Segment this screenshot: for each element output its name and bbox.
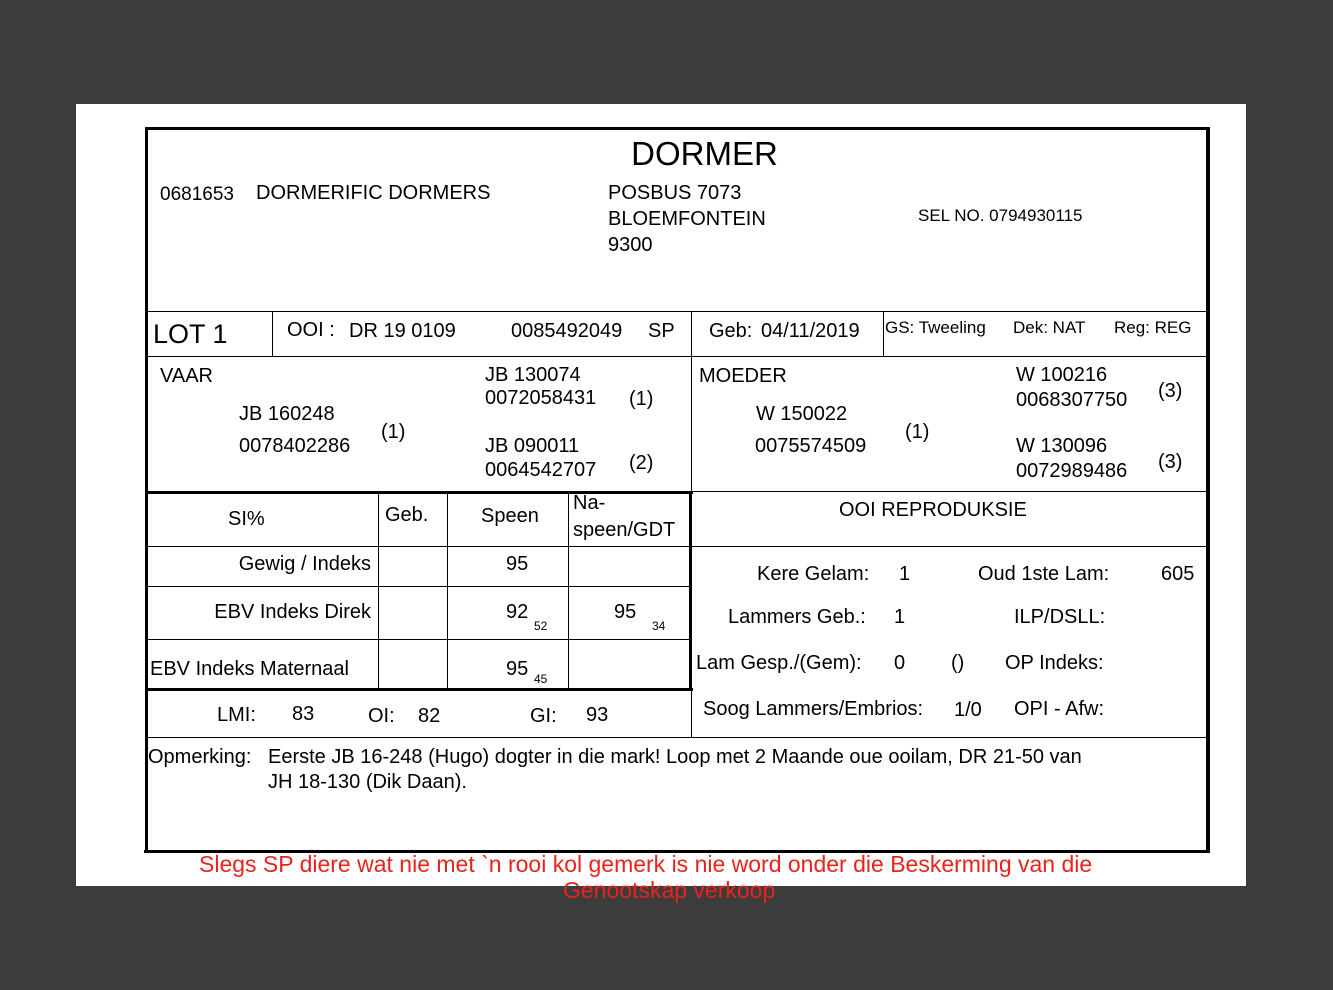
dam-id: W 150022: [756, 403, 848, 425]
address-line-2: BLOEMFONTEIN: [608, 208, 766, 230]
dam-dam-reg: 0072989486: [1016, 460, 1128, 482]
rule-col-geb: [447, 494, 448, 688]
sire-id: JB 160248: [239, 403, 335, 425]
naspeen-header-line2: speen/GDT: [573, 519, 676, 541]
rule-pedigree-bottom: [148, 491, 693, 494]
sire-sire-grade: (1): [629, 388, 654, 410]
oi-value: 82: [418, 705, 441, 727]
oi-label: OI:: [368, 705, 395, 727]
sire-label: VAAR: [160, 365, 213, 387]
reproduction-title: OOI REPRODUKSIE: [839, 499, 1027, 521]
dam-reg: 0075574509: [755, 435, 867, 457]
rule-remarks-top: [148, 737, 1206, 738]
geb-date: 04/11/2019: [761, 320, 860, 342]
catalog-page: [76, 104, 1246, 903]
remarks-line-2: JH 18-130 (Dik Daan).: [268, 771, 467, 793]
gi-label: GI:: [530, 705, 557, 727]
ooi-label: OOI :: [287, 319, 335, 341]
rule-index-table-bottom: [148, 688, 693, 691]
gi-value: 93: [586, 704, 609, 726]
rule-lot-divider: [272, 311, 273, 356]
reg-value: Reg: REG: [1114, 318, 1192, 337]
opi-afw-label: OPI - Afw:: [1014, 698, 1105, 720]
dam-sire-id: W 100216: [1016, 364, 1108, 386]
row-ebv-maternaal-speen-accuracy: 45: [534, 672, 548, 686]
row-gewig-label: Gewig / Indeks: [238, 553, 371, 575]
row-ebv-maternaal-speen: 95: [506, 658, 529, 680]
sire-dam-reg: 0064542707: [485, 459, 597, 481]
row-ebv-direk-speen-accuracy: 52: [534, 619, 548, 633]
breeder-name: DORMERIFIC DORMERS: [256, 182, 491, 204]
rule-table-right-edge: [689, 491, 692, 691]
naspeen-header-line1: Na-: [573, 492, 606, 514]
lmi-label: LMI:: [217, 704, 256, 726]
sel-number: SEL NO. 0794930115: [918, 206, 1083, 225]
rule-lot-bottom: [148, 356, 1206, 357]
gs-value: GS: Tweeling: [885, 318, 986, 337]
remarks-line-1: Eerste JB 16-248 (Hugo) dogter in die mark! Loop met 2 Maande oue ooilam, DR 21-50 van: [268, 746, 1082, 768]
ooi-id: DR 19 0109: [349, 320, 456, 342]
frame-right-line: [1206, 127, 1210, 852]
rule-index-header: [148, 546, 1206, 547]
rule-index-row2: [148, 639, 691, 640]
oud-lam-value: 605: [1161, 563, 1195, 585]
address-line-3: 9300: [608, 234, 653, 256]
rule-geb-divider: [883, 311, 884, 356]
rule-col-label: [378, 494, 379, 688]
dam-dam-id: W 130096: [1016, 435, 1108, 457]
speen-header: Speen: [481, 505, 539, 527]
lmi-value: 83: [292, 703, 315, 725]
dam-label: MOEDER: [699, 365, 787, 387]
dam-dam-grade: (3): [1158, 451, 1183, 473]
dam-grade: (1): [905, 421, 930, 443]
sire-sire-id: JB 130074: [485, 364, 581, 386]
sire-grade: (1): [381, 421, 406, 443]
remarks-label: Opmerking:: [148, 746, 252, 768]
sire-sire-reg: 0072058431: [485, 387, 597, 409]
ooi-reg-number: 0085492049: [511, 320, 623, 342]
ilp-label: ILP/DSLL:: [1014, 606, 1106, 628]
soog-label: Soog Lammers/Embrios:: [703, 698, 924, 720]
lammers-geb-label: Lammers Geb.:: [728, 606, 866, 628]
lam-gesp-label: Lam Gesp./(Gem):: [696, 652, 862, 674]
soog-value: 1/0: [954, 699, 982, 721]
row-ebv-direk-speen: 92: [506, 601, 529, 623]
kere-gelam-value: 1: [899, 563, 911, 585]
protection-note-line-2: Genootskap verkoop: [563, 877, 776, 903]
dam-sire-grade: (3): [1158, 380, 1183, 402]
op-indeks-label: OP Indeks:: [1005, 652, 1104, 674]
geb-label: Geb:: [709, 320, 753, 342]
frame-top-line: [145, 127, 1209, 130]
row-ebv-direk-naspeen-accuracy: 34: [652, 619, 666, 633]
row-ebv-direk-naspeen: 95: [614, 601, 637, 623]
si-header: SI%: [228, 508, 265, 530]
ooi-grade: SP: [648, 320, 675, 342]
lam-gesp-value: 0: [894, 652, 906, 674]
page-title: DORMER: [631, 135, 778, 172]
rule-pedigree-bottom-right: [691, 491, 1206, 492]
oud-lam-label: Oud 1ste Lam:: [978, 563, 1110, 585]
breeder-number: 0681653: [160, 184, 234, 205]
dek-value: Dek: NAT: [1013, 318, 1086, 337]
rule-col-speen: [568, 494, 569, 688]
lam-gesp-average: (): [951, 652, 965, 674]
lot-label: LOT 1: [153, 319, 228, 349]
kere-gelam-label: Kere Gelam:: [757, 563, 870, 585]
sire-dam-grade: (2): [629, 452, 654, 474]
lammers-geb-value: 1: [894, 606, 906, 628]
row-ebv-direk-label: EBV Indeks Direk: [214, 601, 371, 623]
frame-left-line: [145, 127, 148, 852]
sire-reg: 0078402286: [239, 435, 351, 457]
sire-dam-id: JB 090011: [485, 435, 580, 457]
geb-header: Geb.: [385, 504, 429, 526]
row-ebv-maternaal-label: EBV Indeks Maternaal: [150, 658, 349, 680]
protection-note-line-1: Slegs SP diere wat nie met `n rooi kol gemerk is nie word onder die Beskerming van die: [199, 851, 1093, 877]
rule-lot-top: [148, 311, 1206, 312]
address-line-1: POSBUS 7073: [608, 182, 742, 204]
row-gewig-speen: 95: [506, 553, 529, 575]
rule-index-row1: [148, 586, 691, 587]
dam-sire-reg: 0068307750: [1016, 389, 1128, 411]
